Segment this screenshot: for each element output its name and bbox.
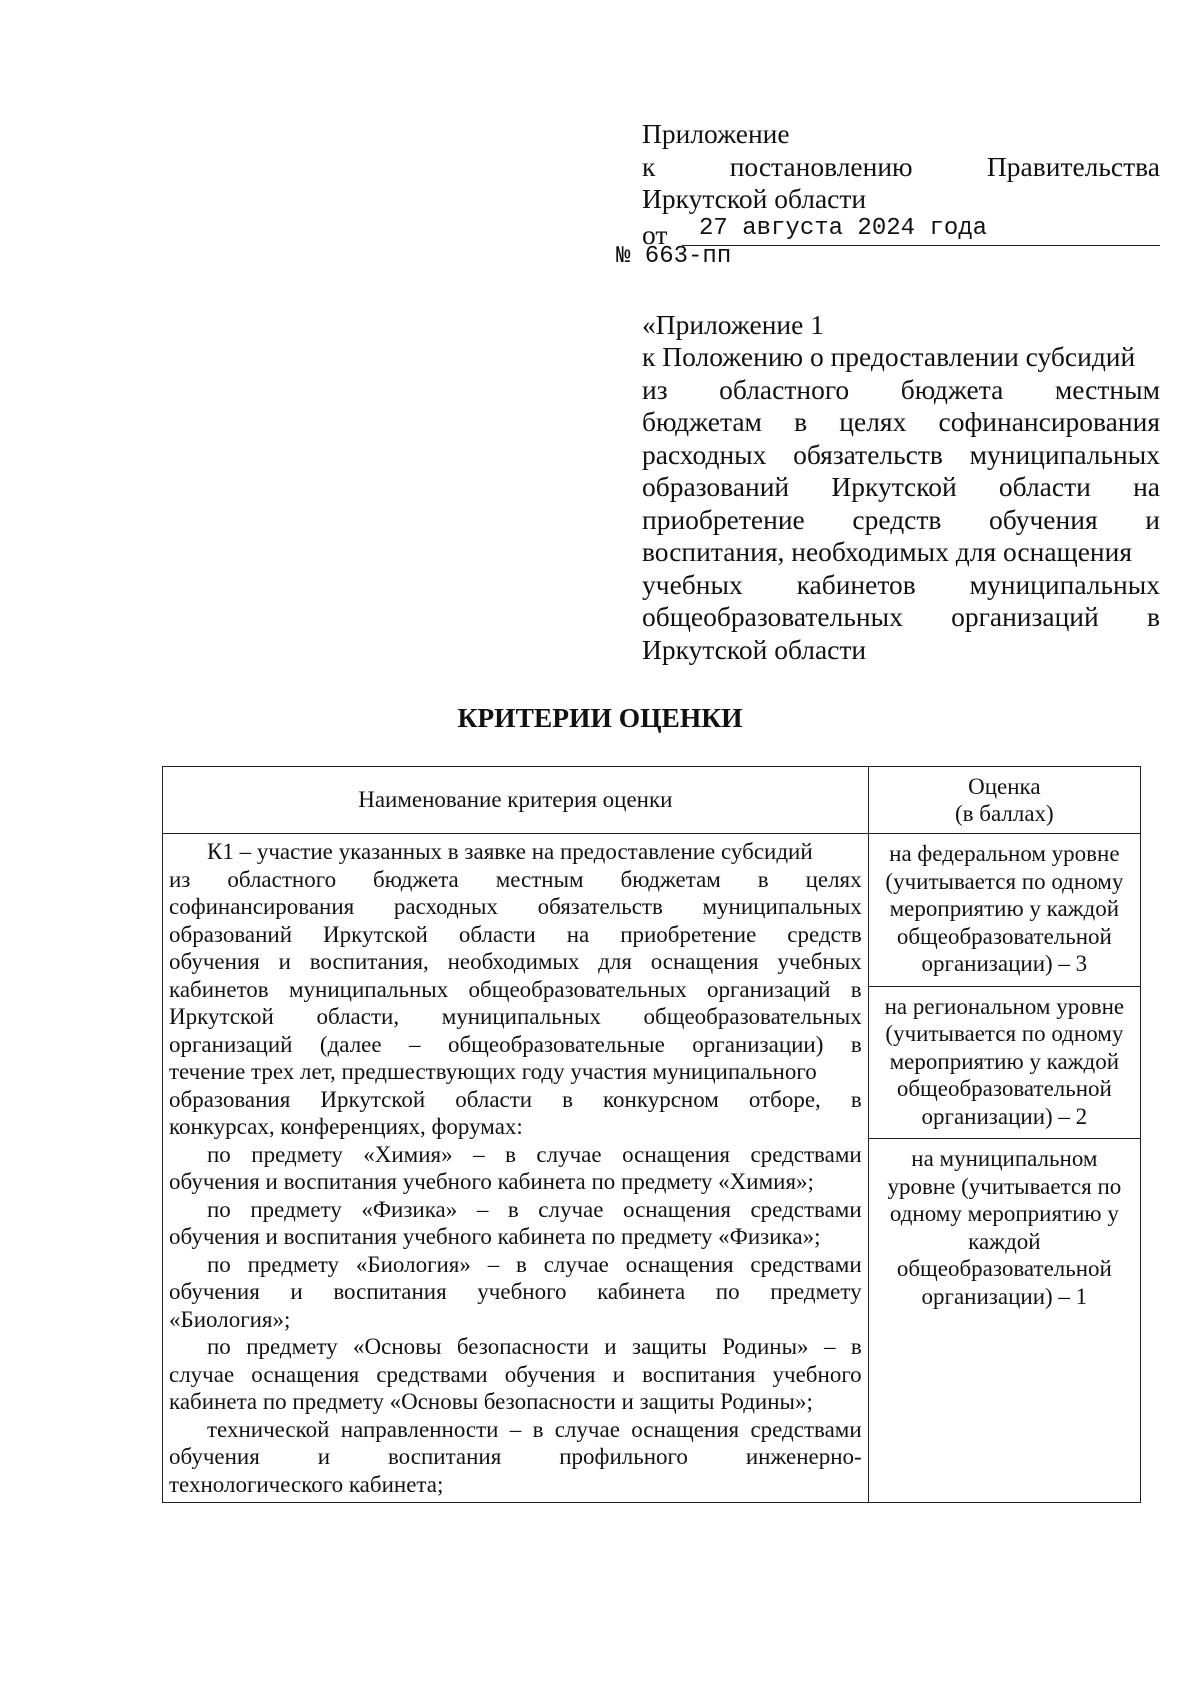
word: целях [839, 406, 907, 437]
word: в [505, 1141, 516, 1167]
word: защиты [631, 1334, 707, 1359]
column-header-criterion: Наименование критерия оценки [163, 767, 869, 834]
criterion-line [169, 1031, 862, 1059]
word: целях [805, 866, 862, 892]
word: организаций [169, 1031, 293, 1057]
word: и [612, 1361, 625, 1387]
word: инженерно- [745, 1444, 862, 1469]
word: общеобразовательных [468, 976, 687, 1002]
word: воспитания [387, 1444, 502, 1469]
word: из [169, 866, 191, 892]
word: Иркутской [323, 921, 428, 947]
score-line: (учитывается по одному [885, 868, 1124, 894]
appendix-line [642, 504, 1160, 537]
column-header-line: Оценка [968, 773, 1041, 799]
score-line: мероприятию у каждой [889, 1048, 1120, 1074]
word: организаций [951, 601, 1099, 632]
criterion-line [169, 1251, 862, 1279]
appendix-line [642, 406, 1160, 439]
criterion-line [169, 1196, 862, 1224]
word: приобретение [620, 921, 757, 947]
word: образований [169, 921, 293, 947]
word: в [507, 1196, 519, 1222]
word: образований [642, 471, 790, 502]
criterion-line [169, 948, 862, 976]
criterion-line [169, 893, 862, 921]
word: – [473, 1141, 485, 1167]
decree-number: № 663-пп [616, 242, 732, 270]
word: областного [719, 373, 850, 405]
criterion-line [169, 1416, 862, 1444]
word: местным [495, 866, 584, 892]
word: Родины» [722, 1334, 809, 1359]
word: области [458, 921, 536, 947]
word: области [455, 1086, 533, 1112]
word: «Физика» [361, 1196, 458, 1222]
word: оснащения [631, 1416, 740, 1442]
word: на [566, 921, 590, 947]
date-prefix: от [642, 218, 668, 250]
word: организаций [707, 976, 831, 1002]
word: образования [169, 1086, 291, 1112]
word: – [487, 1251, 500, 1277]
word: в [532, 1416, 544, 1442]
word: областного [227, 866, 337, 892]
score-line: организации) – 1 [921, 1283, 1088, 1309]
word: воспитания [642, 1361, 756, 1387]
word: «Химия» [363, 1141, 453, 1167]
date-underline [682, 245, 1160, 246]
score-line: организации) – 2 [921, 1103, 1088, 1129]
word: муниципальных [702, 894, 862, 919]
word: воспитания, [309, 949, 429, 974]
word: – [409, 1031, 421, 1057]
word: муниципальных [969, 568, 1160, 600]
word: кабинетов [796, 568, 916, 600]
score-line: мероприятию у каждой [889, 896, 1120, 921]
word: – [476, 1196, 489, 1222]
criterion-line [169, 1443, 862, 1471]
word: для [598, 949, 632, 974]
word: технической [207, 1416, 330, 1442]
word: случае [169, 1361, 235, 1387]
word: учебных [777, 949, 862, 974]
header-word: постановлению [729, 150, 913, 182]
word: бюджетам [642, 406, 762, 437]
word: предмету [247, 1251, 340, 1277]
word: средств [787, 921, 862, 947]
criterion-line: К1 – участие указанных в заявке на предоставление субсидий [207, 839, 813, 864]
word: по [207, 1334, 231, 1359]
appendix-line: Иркутской области [642, 633, 867, 665]
word: отборе, [748, 1086, 821, 1112]
word: обучения [504, 1361, 596, 1387]
word: кабинета [597, 1279, 686, 1304]
document-header [616, 118, 1160, 666]
word: в [757, 866, 769, 892]
word: местным [1054, 373, 1160, 405]
decree-date: 27 августа 2024 года [699, 214, 988, 242]
word: необходимых [447, 949, 580, 974]
word: по [207, 1251, 231, 1277]
score-line: на муниципальном [911, 1146, 1098, 1171]
word: муниципальных [969, 438, 1160, 470]
word: области [998, 471, 1091, 502]
word: по [207, 1141, 231, 1167]
word: обучения [169, 949, 260, 974]
word: «Биология» [355, 1251, 471, 1277]
score-federal [869, 834, 1140, 987]
score-regional [869, 987, 1140, 1140]
number-line [616, 242, 1160, 277]
word: направленности [340, 1416, 499, 1442]
word: средствами [750, 1251, 862, 1277]
word: Иркутской [169, 1004, 274, 1029]
word: в [850, 1086, 862, 1112]
word: и [1145, 503, 1160, 535]
criterion-line [169, 921, 862, 949]
word: софинансирования [938, 406, 1160, 437]
appendix-line: воспитания, необходимых для оснащения [642, 536, 1133, 567]
word: Иркутской [320, 1086, 426, 1112]
criterion-line [169, 1361, 862, 1389]
word: случае [536, 1141, 602, 1167]
appendix-block [642, 309, 1160, 667]
word: бюджета [900, 373, 1004, 405]
header-word: Правительства [986, 150, 1160, 182]
score-line: на федеральном уровне [889, 841, 1120, 866]
word: средствами [750, 1196, 862, 1222]
word: средствами [750, 1416, 862, 1442]
score-line: общеобразовательной [896, 1256, 1112, 1281]
word: обучения [169, 1279, 260, 1304]
column-header-line: (в баллах) [955, 801, 1054, 826]
word: и [278, 949, 291, 974]
word: области, [316, 1004, 400, 1029]
score-line: общеобразовательной [896, 923, 1112, 949]
word: общеобразовательных [643, 1004, 862, 1029]
criterion-line: технологического кабинета; [169, 1471, 444, 1497]
word: в [516, 1251, 527, 1277]
header-line: Приложение [642, 118, 790, 149]
criterion-line: обучения и воспитания учебного кабинета по предмету «Физика»; [169, 1224, 821, 1249]
word: оснащения [650, 949, 759, 974]
word: расходных [642, 438, 767, 470]
criterion-line: течение трех лет, предшествующих году участия муниципального [169, 1059, 817, 1084]
word: профильного [559, 1444, 688, 1469]
criterion-line: кабинета по предмету «Основы безопасности и защиты Родины»; [169, 1389, 813, 1414]
appendix-line [642, 374, 1160, 407]
score-line: уровне (учитывается по [887, 1173, 1122, 1199]
word: средствами [376, 1361, 488, 1387]
score-line: организации) – 3 [921, 951, 1088, 976]
word: из [642, 373, 668, 405]
header-word: к [642, 150, 656, 182]
word: предмету [246, 1334, 338, 1359]
word: по [207, 1196, 231, 1222]
word: кабинетов [169, 976, 269, 1002]
word: случае [554, 1416, 620, 1442]
word: случае [543, 1251, 609, 1277]
criterion-line [169, 1278, 862, 1306]
word: обязательств [793, 438, 943, 470]
table-row [163, 834, 1141, 1503]
score-line: одному мероприятию у [889, 1201, 1119, 1226]
word: «Основы [353, 1334, 442, 1359]
header-line: Иркутской области [642, 183, 867, 214]
appendix-line [642, 601, 1160, 634]
word: воспитания [333, 1279, 447, 1304]
word: средств [852, 503, 942, 535]
word: учебного [772, 1361, 862, 1387]
word: средствами [750, 1141, 862, 1167]
word: в [562, 1086, 574, 1112]
word: в [1147, 601, 1160, 632]
criterion-line: обучения и воспитания учебного кабинета по предмету «Химия»; [169, 1169, 814, 1194]
word: оснащения [623, 1196, 731, 1222]
word: организации) [692, 1031, 824, 1057]
criterion-cell [163, 834, 869, 1503]
word: на [1133, 471, 1160, 502]
column-header-score [868, 767, 1140, 834]
score-line: общеобразовательной [896, 1076, 1112, 1101]
appendix-line [642, 439, 1160, 472]
word: и [290, 1279, 303, 1304]
criterion-line: конкурсах, конференциях, форумах: [169, 1114, 523, 1139]
criterion-line: «Биология»; [169, 1306, 291, 1332]
word: обучения [989, 503, 1098, 535]
page-title: КРИТЕРИИ ОЦЕНКИ [457, 702, 743, 733]
word: – [509, 1416, 522, 1442]
word: случае [538, 1196, 604, 1222]
criterion-line [169, 1086, 862, 1114]
word: бюджетам [620, 866, 721, 892]
word: – [823, 1334, 836, 1359]
word: и [317, 1444, 331, 1469]
criterion-line [169, 1003, 862, 1031]
word: обязательств [537, 894, 663, 919]
word: оснащения [622, 1141, 730, 1167]
word: предмету [250, 1196, 342, 1222]
table-header-row [163, 767, 1141, 834]
word: безопасности [456, 1334, 589, 1359]
word: учебного [477, 1279, 567, 1304]
score-cell [868, 834, 1140, 1503]
word: Иркутской [831, 471, 957, 502]
criterion-line [169, 1333, 862, 1361]
word: в [850, 976, 862, 1002]
word: обучения [169, 1444, 260, 1469]
appendix-line: «Приложение 1 [642, 308, 824, 340]
word: в [850, 1031, 862, 1057]
word: и [604, 1334, 617, 1359]
word: в [850, 1334, 862, 1359]
word: предмету [770, 1279, 862, 1304]
word: по [715, 1279, 740, 1304]
word: предмету [251, 1141, 343, 1167]
score-line: (учитывается по одному [885, 1021, 1124, 1046]
word: расходных [393, 894, 498, 919]
criterion-line [169, 866, 862, 894]
criteria-table [162, 766, 1141, 1503]
appendix-line [642, 471, 1160, 504]
word: софинансирования [169, 894, 355, 919]
word: в [794, 406, 808, 437]
appendix-line [642, 569, 1160, 602]
word: общеобразовательные [447, 1031, 665, 1057]
word: оснащения [251, 1361, 360, 1387]
word: общеобразовательных [642, 601, 903, 632]
word: муниципальных [288, 976, 449, 1002]
score-municipal [869, 1139, 1140, 1318]
word: учебных [642, 568, 743, 600]
word: оснащения [625, 1251, 734, 1277]
word: бюджета [373, 866, 459, 892]
word: приобретение [642, 503, 805, 535]
score-line: каждой [968, 1228, 1041, 1254]
word: конкурсном [603, 1086, 719, 1112]
word: (далее [319, 1031, 382, 1057]
appendix-line: к Положению о предоставлении субсидий [642, 341, 1136, 372]
criterion-line [169, 1141, 862, 1169]
word: муниципальных [441, 1004, 601, 1029]
criterion-line [169, 976, 862, 1004]
header-line [642, 151, 1160, 184]
score-line: на региональном уровне [884, 993, 1125, 1019]
